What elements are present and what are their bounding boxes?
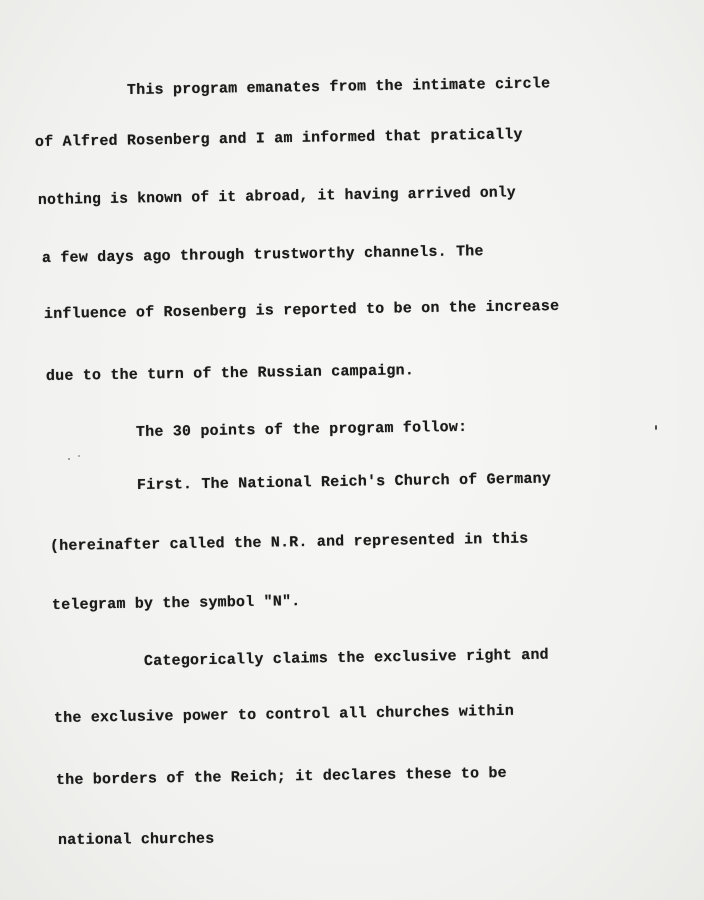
- ink-speck: [655, 425, 657, 430]
- text-line-13: the borders of the Reich; it declares these to be: [55, 764, 507, 789]
- ink-speck: [68, 458, 70, 460]
- text-line-14: national churches: [57, 830, 215, 849]
- text-line-6: due to the turn of the Russian campaign.: [45, 362, 415, 385]
- text-line-4: a few days ago through trustworthy channels. The: [41, 243, 484, 267]
- text-line-10: telegram by the symbol "N".: [51, 593, 301, 614]
- ink-speck: [78, 455, 80, 457]
- text-line-1: This program emanates from the intimate circle: [126, 75, 551, 99]
- text-line-9: (hereinafter called the N.R. and represented in this: [49, 530, 529, 555]
- text-line-5: influence of Rosenberg is reported to be on the increase: [43, 297, 560, 323]
- text-line-3: nothing is known of it abroad, it having arrived only: [37, 184, 517, 209]
- text-line-2: of Alfred Rosenberg and I am informed that pratically: [34, 126, 523, 151]
- text-line-12: the exclusive power to control all churches within: [53, 702, 515, 727]
- text-line-7: The 30 points of the program follow:: [135, 418, 468, 441]
- text-line-8: First. The National Reich's Church of Germany: [136, 470, 552, 494]
- text-line-11: Categorically claims the exclusive right and: [143, 646, 549, 670]
